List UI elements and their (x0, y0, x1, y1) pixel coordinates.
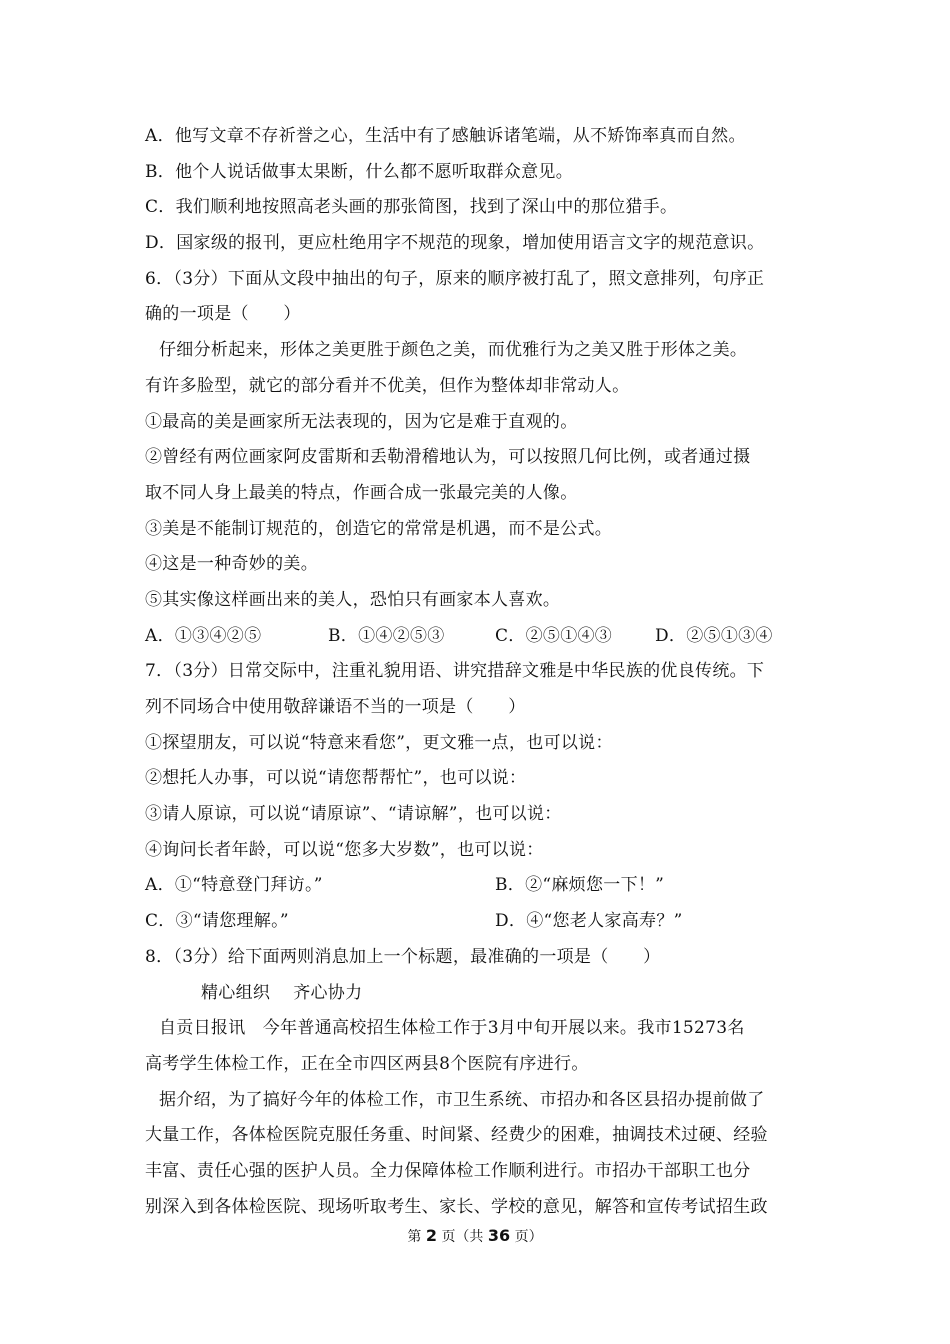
q7-option-c: C．③“请您理解。” (145, 911, 289, 932)
q6-stem-line1: 6．（3分）下面从文段中抽出的句子，原来的顺序被打乱了，照文意排列，句序正 (145, 268, 765, 289)
q6-passage-line2: 有许多脸型，就它的部分看并不优美，但作为整体却非常动人。 (145, 375, 630, 396)
footer-middle: 页（共 (441, 1229, 484, 1245)
q7-options-row1 (145, 868, 815, 904)
q8-news-p2-line3: 丰富、责任心强的医护人员。全力保障体检工作顺利进行。市招办干部职工也分 (145, 1160, 751, 1181)
q6-option-d: D．②⑤①③④ (655, 625, 773, 646)
q6-sentence-5: ⑤其实像这样画出来的美人，恐怕只有画家本人喜欢。 (145, 589, 561, 610)
q6-sentence-2b: 取不同人身上最美的特点，作画合成一张最完美的人像。 (145, 482, 578, 503)
page-footer (0, 1226, 950, 1246)
q6-sentence-4: ④这是一种奇妙的美。 (145, 554, 318, 575)
q7-option-d: D．④“您老人家高寿？” (495, 911, 683, 932)
footer-total-pages: 36 (487, 1226, 511, 1245)
q6-option-c: C．②⑤①④③ (495, 625, 613, 646)
q6-option-a: A．①③④②⑤ (145, 625, 262, 646)
footer-prefix: 第 (407, 1229, 422, 1245)
q6-options (145, 619, 815, 655)
q5-option-d: D．国家级的报刊，更应杜绝用字不规范的现象，增加使用语言文字的规范意识。 (145, 233, 765, 254)
footer-suffix: 页） (514, 1229, 543, 1245)
footer-page-number: 2 (425, 1226, 437, 1245)
q5-option-b: B．他个人说话做事太果断，什么都不愿听取群众意见。 (145, 161, 573, 182)
q8-stem: 8．（3分）给下面两则消息加上一个标题，最准确的一项是（ ） (145, 946, 661, 967)
q7-item-1: ①探望朋友，可以说“特意来看您”，更文雅一点，也可以说： (145, 732, 613, 753)
q6-passage-line1: 仔细分析起来，形体之美更胜于颜色之美，而优雅行为之美又胜于形体之美。 (159, 340, 748, 361)
q6-sentence-3: ③美是不能制订规范的，创造它的常常是机遇，而不是公式。 (145, 518, 613, 539)
q6-sentence-1: ①最高的美是画家所无法表现的，因为它是难于直观的。 (145, 411, 578, 432)
q7-options-row2 (145, 904, 815, 940)
q6-option-b: B．①④②⑤③ (328, 625, 445, 646)
q8-news-p2-line1: 据介绍，为了搞好今年的体检工作，市卫生系统、市招办和各区县招办提前做了 (159, 1089, 765, 1110)
q5-option-c: C．我们顺利地按照高老头画的那张简图，找到了深山中的那位猎手。 (145, 197, 678, 218)
q7-stem-line1: 7．（3分）日常交际中，注重礼貌用语、讲究措辞文雅是中华民族的优良传统。下 (145, 661, 765, 682)
q8-news-p1-line1: 自贡日报讯 今年普通高校招生体检工作于3月中旬开展以来。我市15273名 (159, 1018, 745, 1039)
q8-news-title: 精心组织 齐心协力 (201, 982, 363, 1003)
q8-news-p2-line2: 大量工作，各体检医院克服任务重、时间紧、经费少的困难，抽调技术过硬、经验 (145, 1125, 768, 1146)
q7-option-b: B．②“麻烦您一下！” (495, 875, 665, 896)
q7-stem-line2: 列不同场合中使用敬辞谦语不当的一项是（ ） (145, 697, 526, 717)
q6-sentence-2a: ②曾经有两位画家阿皮雷斯和丢勒滑稽地认为，可以按照几何比例，或者通过摄 (145, 447, 751, 468)
q7-option-a: A．①“特意登门拜访。” (145, 875, 323, 896)
q7-item-3: ③请人原谅，可以说“请原谅”、“请谅解”，也可以说： (145, 804, 562, 825)
page-content (145, 119, 815, 1225)
q7-item-2: ②想托人办事，可以说“请您帮帮忙”，也可以说： (145, 768, 527, 789)
q6-stem-line2: 确的一项是（ ） (145, 304, 301, 325)
q8-news-p2-line4: 别深入到各体检医院、现场听取考生、家长、学校的意见，解答和宣传考试招生政 (145, 1196, 768, 1217)
q5-option-a: A．他写文章不存祈誉之心，生活中有了感触诉诸笔端，从不矫饰率真而自然。 (145, 126, 746, 146)
q7-item-4: ④询问长者年龄，可以说“您多大岁数”，也可以说： (145, 839, 544, 860)
q8-news-p1-line2: 高考学生体检工作，正在全市四区两县8个医院有序进行。 (145, 1053, 589, 1074)
